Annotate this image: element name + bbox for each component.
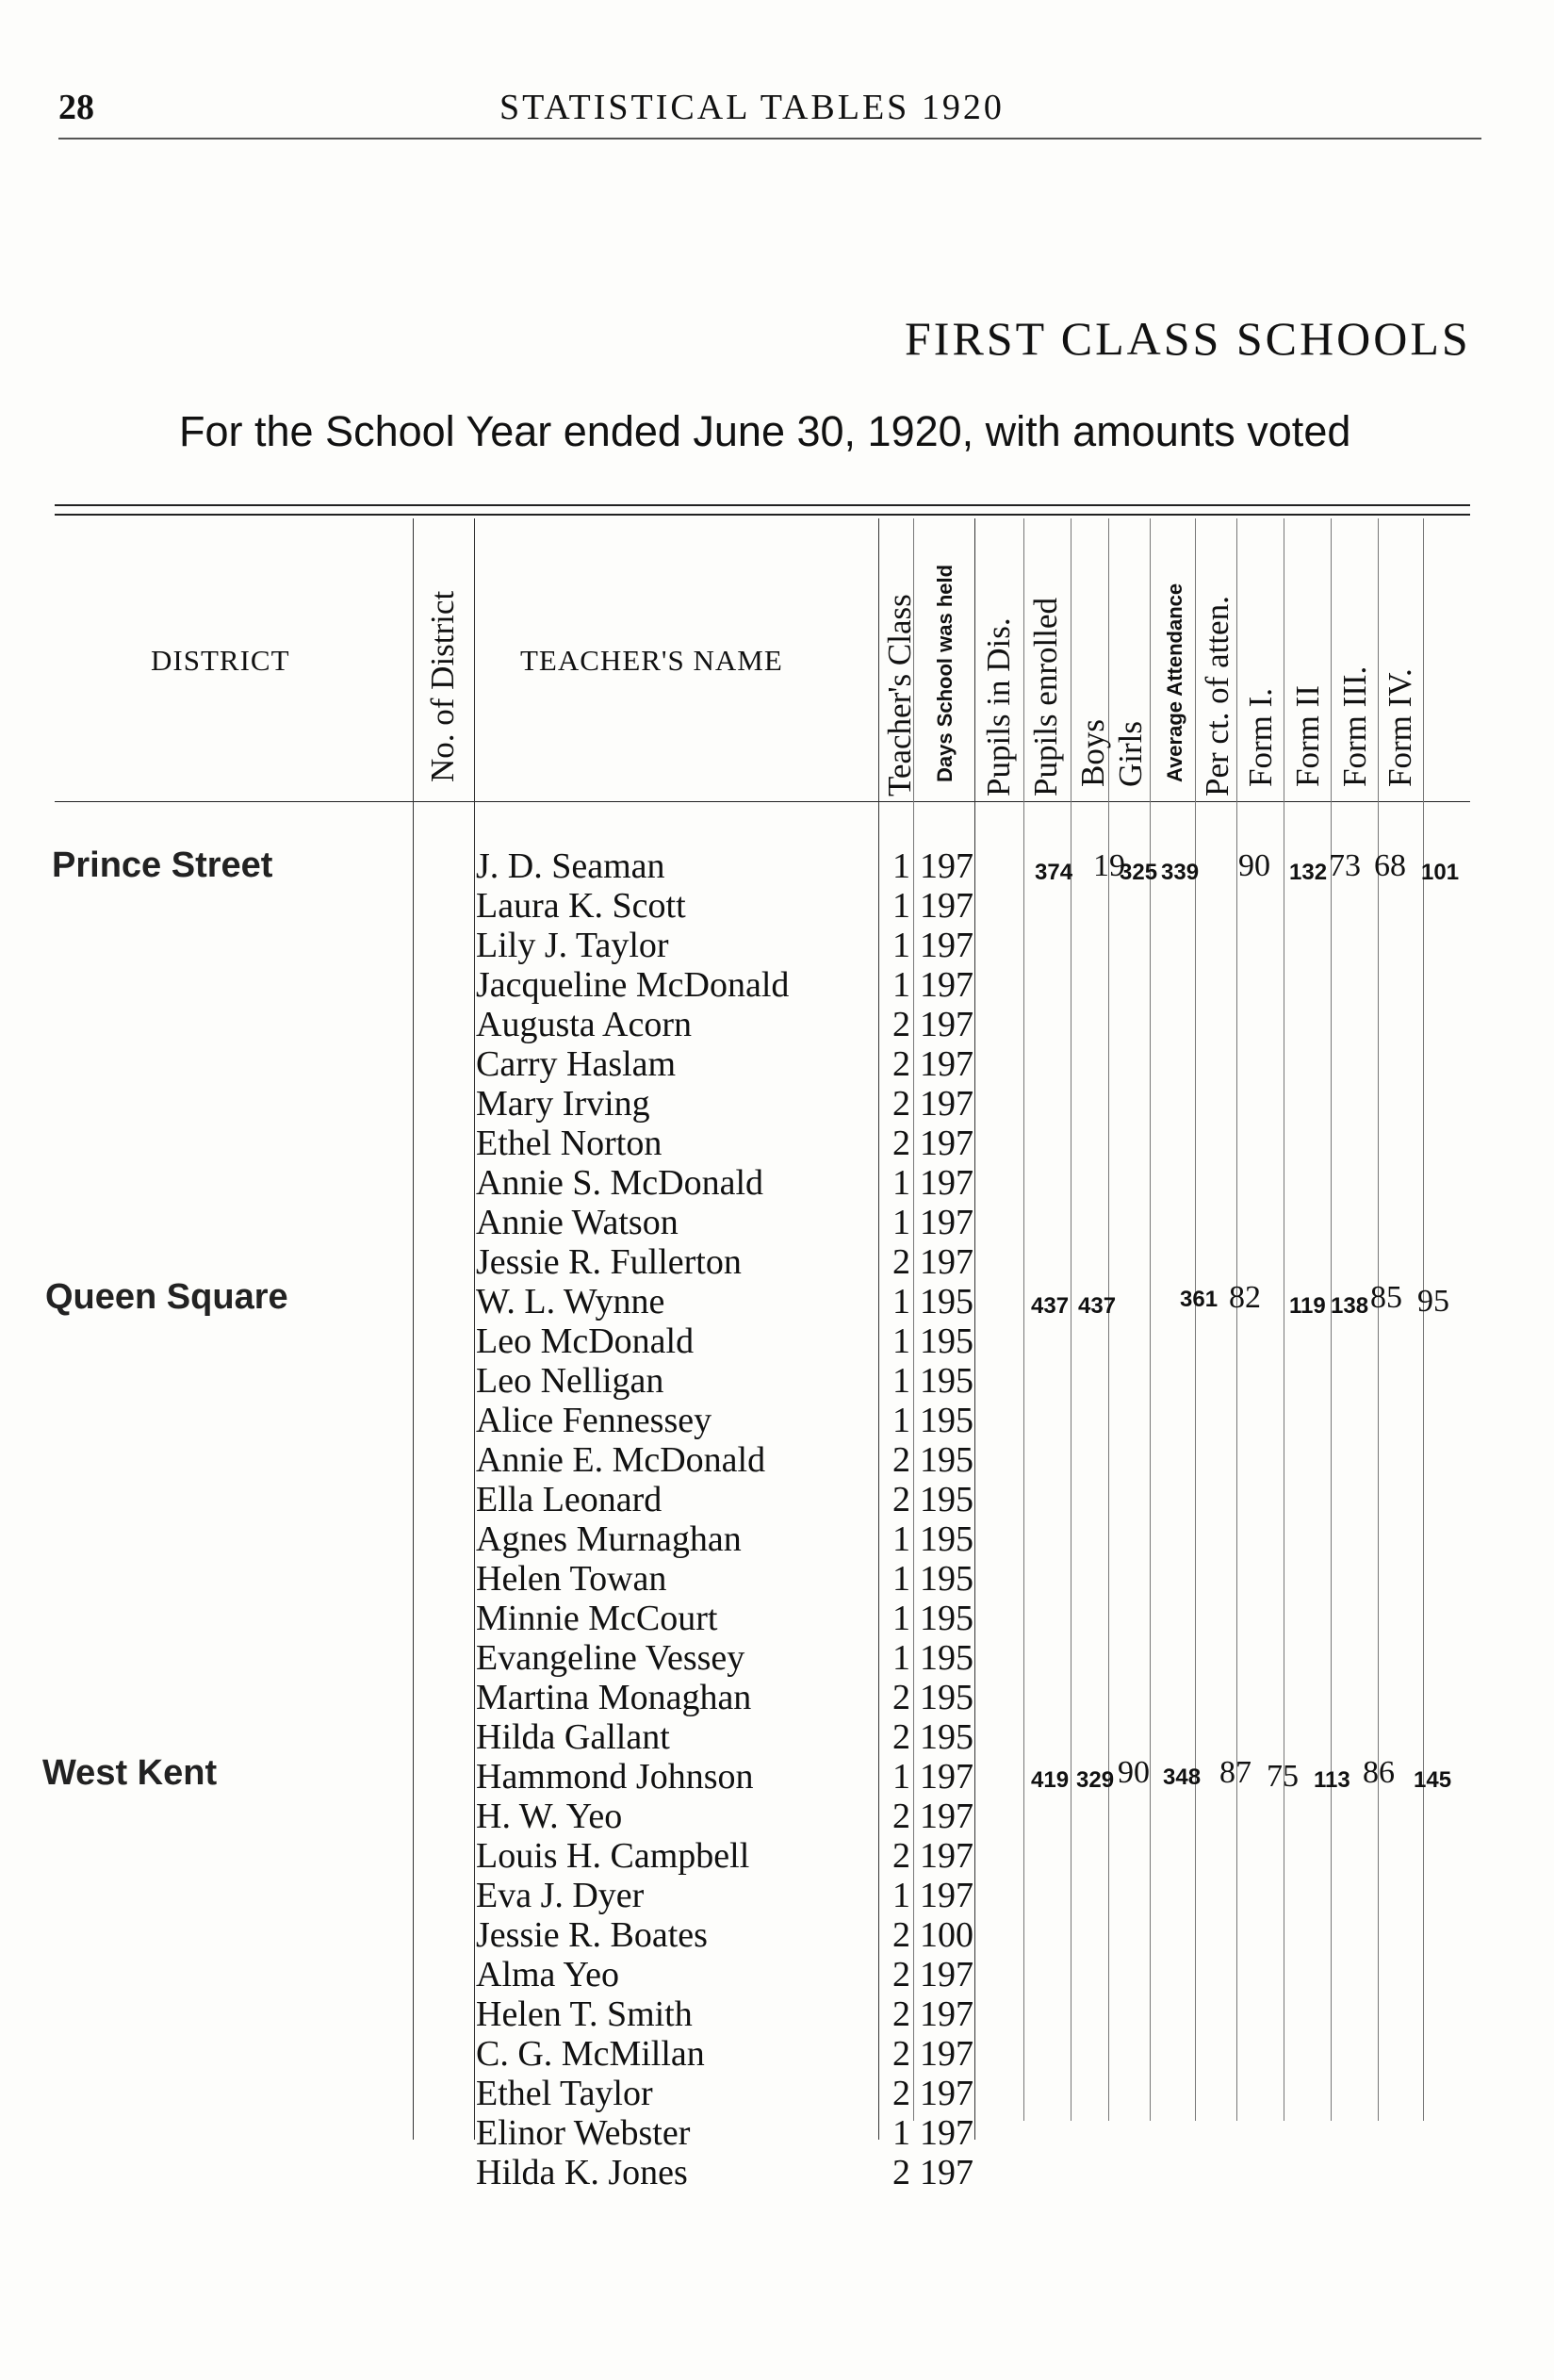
page-number: 28 <box>58 88 94 127</box>
teacher-class: 2 <box>892 1084 910 1124</box>
teacher-name: Louis H. Campbell <box>476 1836 750 1876</box>
days-held: 197 <box>920 1124 973 1163</box>
teacher-name: Agnes Murnaghan <box>476 1519 742 1559</box>
teacher-name: Hilda Gallant <box>476 1717 670 1757</box>
teacher-class: 1 <box>892 1559 910 1599</box>
days-held: 100 <box>920 1915 973 1955</box>
days-held: 195 <box>920 1440 973 1480</box>
teacher-class: 2 <box>892 1915 910 1955</box>
stat-form-2: 138 <box>1331 1293 1369 1319</box>
district-name: West Kent <box>42 1753 218 1793</box>
teacher-class: 1 <box>892 1599 910 1638</box>
teacher-name: C. G. McMillan <box>476 2034 705 2074</box>
teacher-name: Alice Fennessey <box>476 1401 712 1440</box>
col-rule <box>1195 518 1196 2121</box>
stat-pupils-in-dis: 437 <box>1031 1293 1070 1319</box>
teacher-class: 2 <box>892 1717 910 1757</box>
stat-avg-attendance: 87 <box>1219 1755 1251 1790</box>
stat-pupils-in-dis: 419 <box>1031 1767 1070 1793</box>
header-rule <box>58 138 1481 140</box>
teacher-class: 2 <box>892 1678 910 1717</box>
days-held: 195 <box>920 1480 973 1519</box>
col-header-avg-attendance: Average Attendance <box>1163 583 1186 782</box>
teacher-class: 1 <box>892 1519 910 1559</box>
teacher-name: W. L. Wynne <box>476 1282 665 1321</box>
table-top-rule <box>55 504 1470 506</box>
col-rule <box>1423 518 1424 2121</box>
teacher-class: 1 <box>892 1876 910 1915</box>
teacher-class: 2 <box>892 1994 910 2034</box>
col-rule <box>974 518 975 2140</box>
days-held: 197 <box>920 1876 973 1915</box>
teacher-class: 2 <box>892 1440 910 1480</box>
teacher-name: Jessie R. Boates <box>476 1915 708 1955</box>
col-header-teachers-class: Teacher's Class <box>881 594 918 796</box>
teacher-name: Helen T. Smith <box>476 1994 693 2034</box>
teacher-name: Ethel Norton <box>476 1124 662 1163</box>
teacher-name: Hilda K. Jones <box>476 2153 688 2192</box>
teacher-name: Elinor Webster <box>476 2113 691 2153</box>
teacher-class: 1 <box>892 886 910 926</box>
running-head: STATISTICAL TABLES 1920 <box>499 88 1005 127</box>
col-rule <box>413 518 414 2140</box>
teacher-name: Annie Watson <box>476 1203 679 1242</box>
table-top-rule-inner <box>55 514 1470 516</box>
days-held: 197 <box>920 1084 973 1124</box>
stat-form-2: 86 <box>1363 1755 1395 1790</box>
col-header-form-2: Form II <box>1289 685 1326 787</box>
col-rule <box>1331 518 1332 2121</box>
days-held: 197 <box>920 965 973 1005</box>
days-held: 195 <box>920 1638 973 1678</box>
teacher-class: 1 <box>892 1321 910 1361</box>
col-header-boys: Boys <box>1074 719 1111 787</box>
teacher-class: 1 <box>892 965 910 1005</box>
teacher-name: Evangeline Vessey <box>476 1638 745 1678</box>
days-held: 197 <box>920 2113 973 2153</box>
teacher-name: Leo McDonald <box>476 1321 695 1361</box>
days-held: 197 <box>920 1242 973 1282</box>
stat-form-4: 95 <box>1417 1284 1449 1319</box>
stat-form-1: 119 <box>1289 1293 1326 1319</box>
teacher-name: Minnie McCourt <box>476 1599 718 1638</box>
stat-form-4: 101 <box>1421 860 1460 885</box>
stat-girls: 348 <box>1163 1764 1202 1790</box>
stat-boys: 19 <box>1093 848 1125 883</box>
col-header-pupils-enrolled: Pupils enrolled <box>1027 598 1064 796</box>
col-header-days-held: Days School was held <box>933 564 957 782</box>
teacher-class: 2 <box>892 1955 910 1994</box>
col-header-form-4: Form IV. <box>1382 668 1418 787</box>
teacher-class: 2 <box>892 1044 910 1084</box>
stat-form-2: 73 <box>1329 848 1361 883</box>
stat-form-3: 145 <box>1414 1767 1452 1793</box>
days-held: 197 <box>920 1163 973 1203</box>
days-held: 197 <box>920 1836 973 1876</box>
days-held: 197 <box>920 2074 973 2113</box>
teacher-name: Annie S. McDonald <box>476 1163 764 1203</box>
days-held: 197 <box>920 2153 973 2192</box>
col-header-pupils-in-dis: Pupils in Dis. <box>980 617 1017 796</box>
days-held: 197 <box>920 1203 973 1242</box>
teacher-name: Jessie R. Fullerton <box>476 1242 742 1282</box>
teacher-class: 2 <box>892 2034 910 2074</box>
page-subtitle: For the School Year ended June 30, 1920, with amounts voted <box>179 407 1351 455</box>
teacher-name: Ella Leonard <box>476 1480 662 1519</box>
teacher-class: 2 <box>892 1797 910 1836</box>
days-held: 197 <box>920 1955 973 1994</box>
teacher-class: 1 <box>892 1757 910 1797</box>
days-held: 195 <box>920 1361 973 1401</box>
teacher-class: 1 <box>892 1361 910 1401</box>
stat-pupils-enrolled: 329 <box>1076 1767 1115 1793</box>
teacher-class: 2 <box>892 1242 910 1282</box>
stat-pupils-enrolled: 374 <box>1035 860 1073 885</box>
days-held: 195 <box>920 1599 973 1638</box>
stat-boys: 90 <box>1118 1755 1150 1790</box>
days-held: 197 <box>920 1757 973 1797</box>
days-held: 195 <box>920 1401 973 1440</box>
teacher-class: 2 <box>892 1836 910 1876</box>
col-rule <box>878 518 879 2140</box>
teacher-name: J. D. Seaman <box>476 846 665 886</box>
teacher-name: Helen Towan <box>476 1559 667 1599</box>
teacher-class: 1 <box>892 1282 910 1321</box>
teacher-name: Laura K. Scott <box>476 886 686 926</box>
stat-avg-attendance: 339 <box>1161 860 1200 885</box>
days-held: 197 <box>920 1044 973 1084</box>
days-held: 195 <box>920 1519 973 1559</box>
teacher-name: Mary Irving <box>476 1084 650 1124</box>
col-header-district: DISTRICT <box>151 644 290 677</box>
col-header-form-1: Form I. <box>1242 688 1279 787</box>
col-rule <box>1236 518 1237 2121</box>
teacher-class: 1 <box>892 846 910 886</box>
teacher-name: Augusta Acorn <box>476 1005 693 1044</box>
col-header-girls: Girls <box>1112 721 1149 787</box>
teacher-name: Ethel Taylor <box>476 2074 653 2113</box>
district-name: Queen Square <box>45 1277 288 1317</box>
district-name: Prince Street <box>52 845 273 885</box>
days-held: 197 <box>920 1005 973 1044</box>
teacher-name: Martina Monaghan <box>476 1678 752 1717</box>
stat-per-ct-atten: 75 <box>1267 1759 1299 1794</box>
teacher-class: 1 <box>892 1163 910 1203</box>
days-held: 195 <box>920 1559 973 1599</box>
stat-per-ct-atten: 82 <box>1229 1280 1261 1315</box>
stat-avg-attendance: 361 <box>1180 1287 1219 1312</box>
header-bottom-rule <box>55 801 1470 802</box>
page-title: FIRST CLASS SCHOOLS <box>905 312 1471 365</box>
stat-form-3: 68 <box>1374 848 1406 883</box>
stat-form-1: 113 <box>1314 1767 1350 1793</box>
teacher-name: Eva J. Dyer <box>476 1876 645 1915</box>
teacher-name: H. W. Yeo <box>476 1797 623 1836</box>
teacher-class: 2 <box>892 1480 910 1519</box>
teacher-name: Leo Nelligan <box>476 1361 664 1401</box>
days-held: 195 <box>920 1678 973 1717</box>
teacher-class: 1 <box>892 1638 910 1678</box>
stat-girls: 325 <box>1120 860 1158 885</box>
col-rule <box>1378 518 1379 2121</box>
stat-pupils-enrolled: 437 <box>1078 1293 1117 1319</box>
days-held: 197 <box>920 1797 973 1836</box>
teacher-class: 1 <box>892 1401 910 1440</box>
teacher-name: Alma Yeo <box>476 1955 620 1994</box>
teacher-class: 2 <box>892 1005 910 1044</box>
stat-form-1: 132 <box>1289 860 1328 885</box>
teacher-class: 2 <box>892 2074 910 2113</box>
days-held: 197 <box>920 1994 973 2034</box>
teacher-name: Hammond Johnson <box>476 1757 754 1797</box>
teacher-class: 1 <box>892 926 910 965</box>
teacher-name: Annie E. McDonald <box>476 1440 766 1480</box>
stat-form-3: 85 <box>1370 1280 1402 1315</box>
teacher-class: 2 <box>892 2153 910 2192</box>
days-held: 195 <box>920 1717 973 1757</box>
col-rule <box>474 518 475 2140</box>
days-held: 195 <box>920 1321 973 1361</box>
col-rule <box>1150 518 1151 2121</box>
teacher-name: Carry Haslam <box>476 1044 677 1084</box>
teacher-class: 2 <box>892 1124 910 1163</box>
days-held: 197 <box>920 926 973 965</box>
col-rule <box>1023 518 1024 2121</box>
teacher-class: 1 <box>892 2113 910 2153</box>
col-header-form-3: Form III. <box>1336 665 1373 787</box>
col-header-per-ct-atten: Per ct. of atten. <box>1199 596 1235 796</box>
days-held: 197 <box>920 2034 973 2074</box>
days-held: 195 <box>920 1282 973 1321</box>
teacher-class: 1 <box>892 1203 910 1242</box>
stat-per-ct-atten: 90 <box>1238 848 1270 883</box>
teacher-name: Lily J. Taylor <box>476 926 669 965</box>
col-header-teacher-name: TEACHER'S NAME <box>520 644 783 677</box>
days-held: 197 <box>920 886 973 926</box>
teacher-name: Jacqueline McDonald <box>476 965 790 1005</box>
col-header-no-of-district: No. of District <box>424 590 461 782</box>
days-held: 197 <box>920 846 973 886</box>
